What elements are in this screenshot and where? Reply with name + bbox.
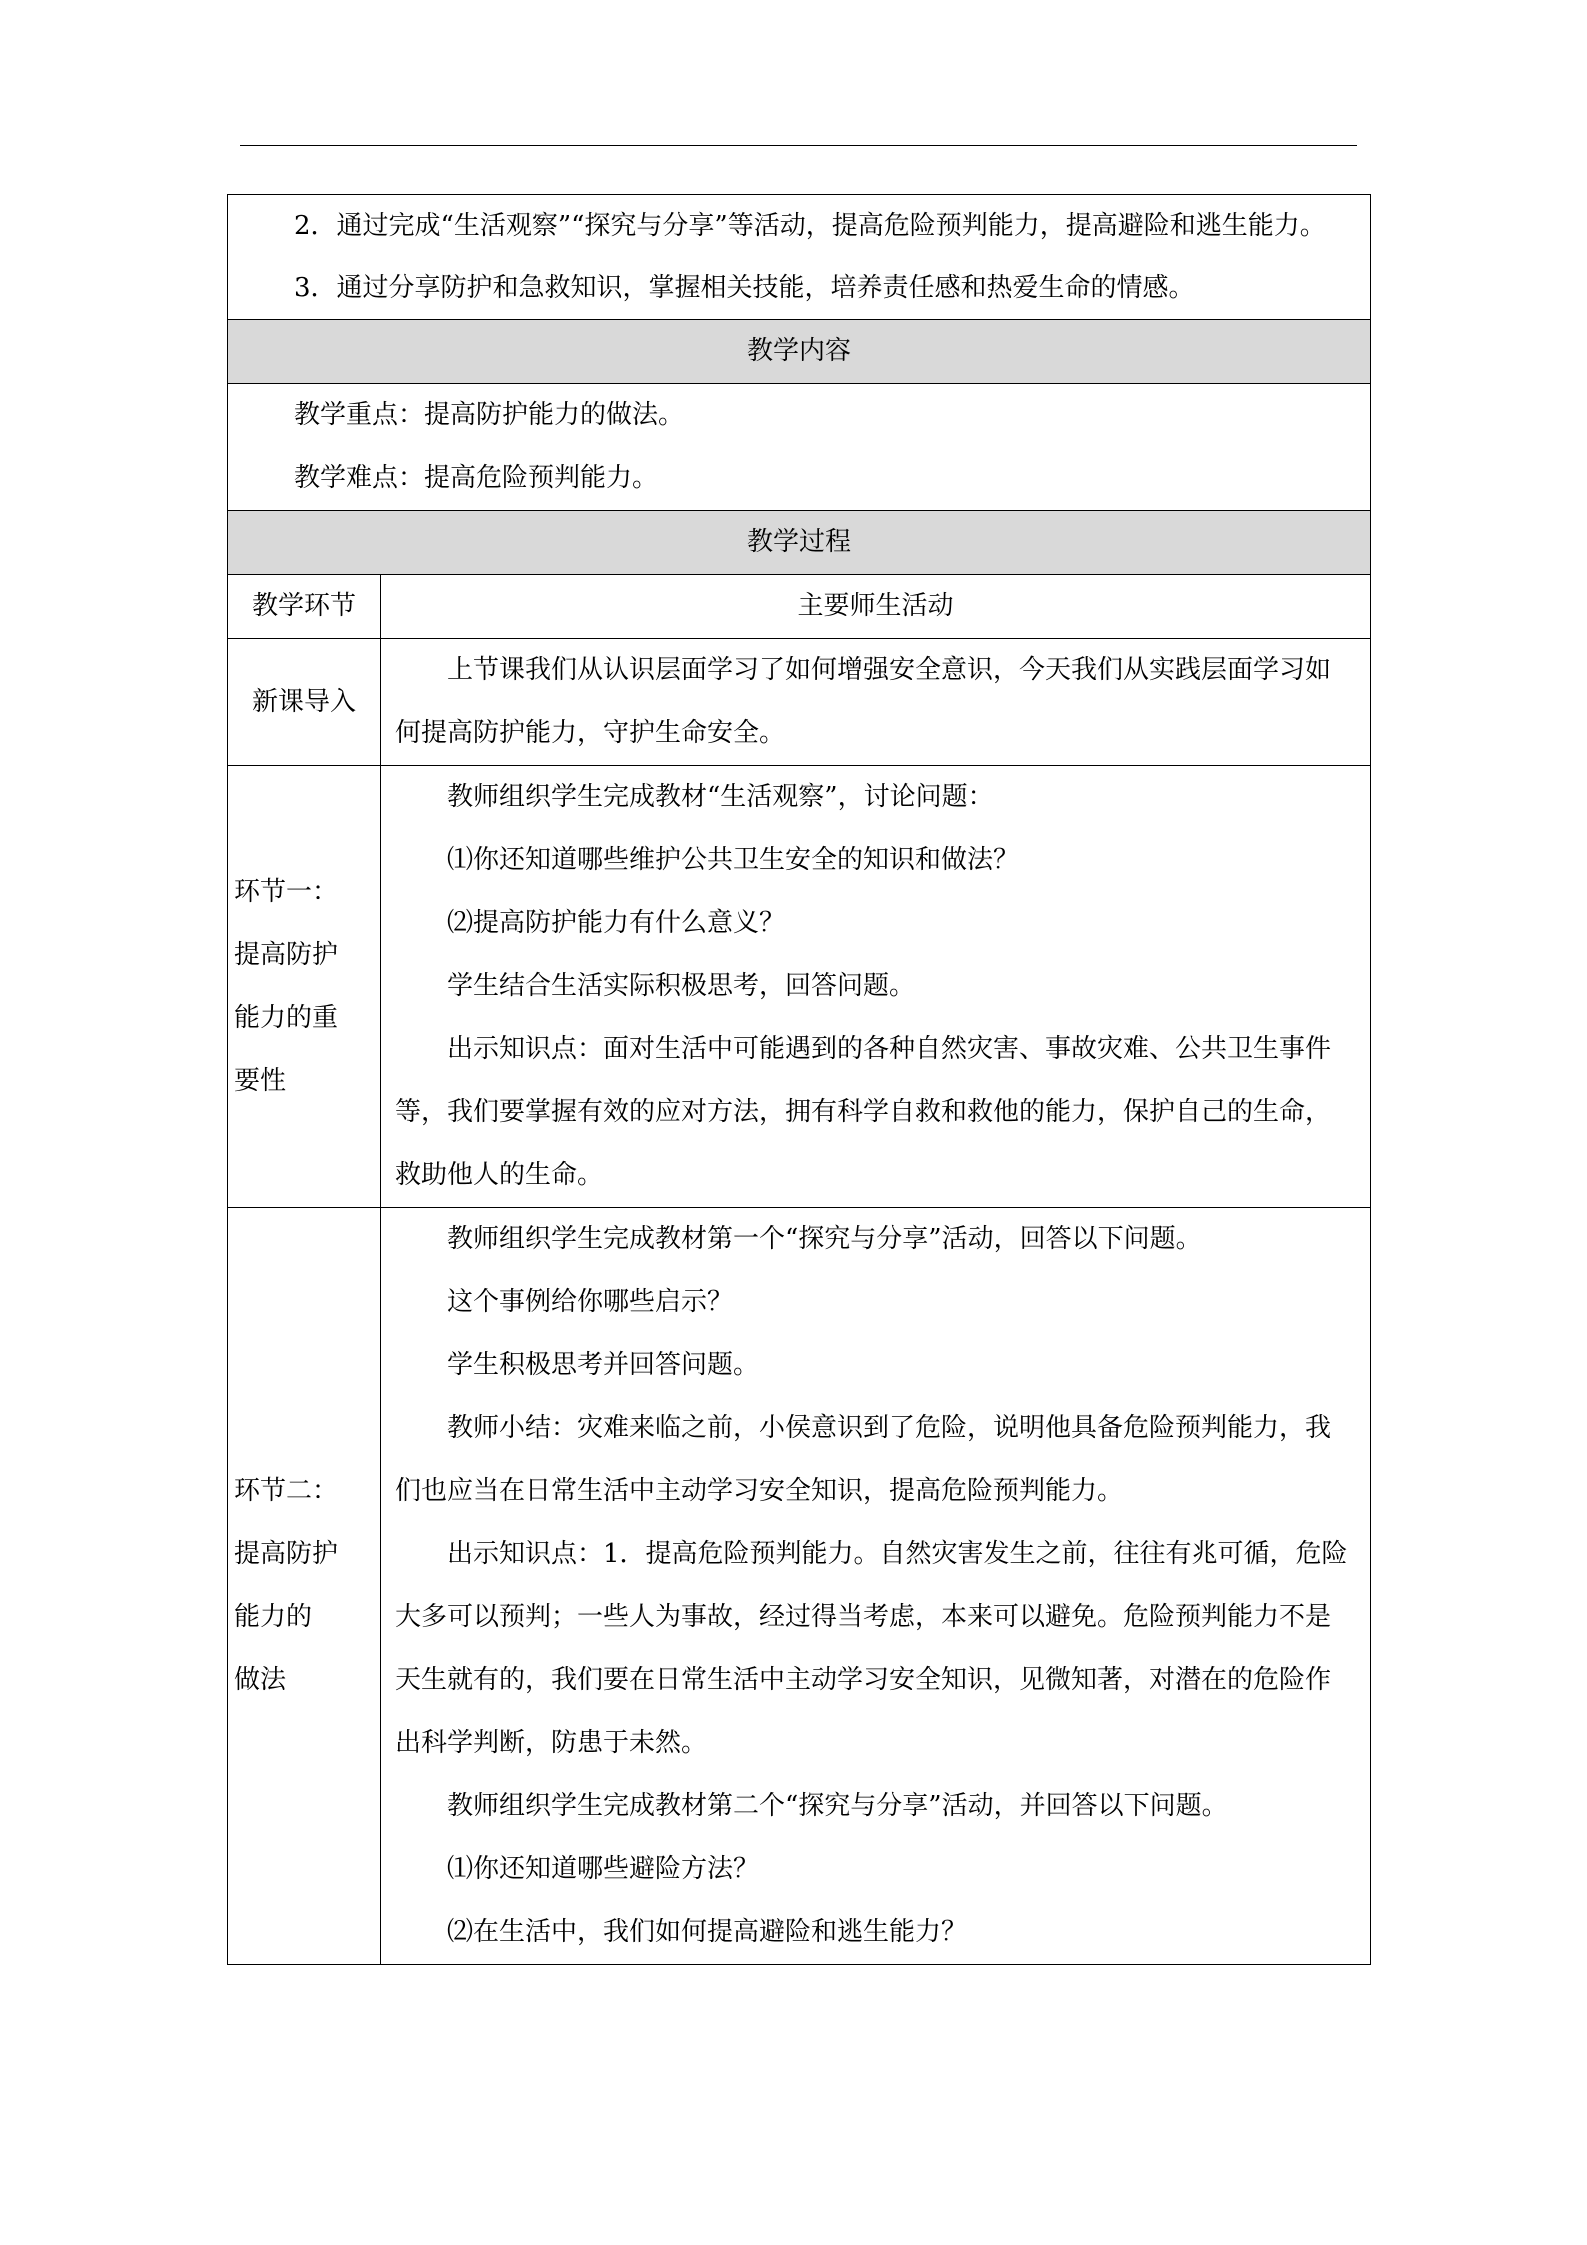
process-heading-row [228,511,1371,575]
activity-paragraph: 出示知识点：面对生活中可能遇到的各种自然灾害、事故灾难、公共卫生事件等，我们要掌握有效的应对方法，拥有科学自救和救他的能力，保护自己的生命，救助他人的生命。 [395,1034,1332,1190]
process-row-intro [228,639,1371,766]
stage-1 [228,766,381,1208]
activity-paragraph: 教师组织学生完成教材第一个“探究与分享”活动，回答以下问题。 [447,1224,1202,1254]
activity-paragraph: ⑵提高防护能力有什么意义？ [447,908,786,938]
activity-paragraph: 学生结合生活实际积极思考，回答问题。 [447,971,916,1001]
process-columns-row [228,575,1371,639]
activity-paragraph: 上节课我们从认识层面学习了如何增强安全意识，今天我们从实践层面学习如何提高防护能力，守护生命安全。 [395,655,1332,748]
content-body-row [228,384,1371,511]
col-stage-header: 教学环节 [228,575,381,639]
activity-stage-1 [381,766,1371,1208]
stage-2-line: 提高防护 [234,1539,339,1569]
objectives-row [228,195,1371,320]
process-row-stage-2 [228,1208,1371,1965]
col-activity-header: 主要师生活动 [381,575,1371,639]
activity-paragraph: 这个事例给你哪些启示？ [447,1287,734,1317]
activity-intro [381,639,1371,766]
stage-1-line: 环节一： [234,876,339,907]
activity-paragraph: ⑴你还知道哪些避险方法？ [447,1854,760,1884]
activity-paragraph: 教师小结：灾难来临之前，小侯意识到了危险，说明他具备危险预判能力，我们也应当在日常生活中主动学习安全知识，提高危险预判能力。 [395,1413,1332,1506]
objective-3: 3．通过分享防护和急救知识，掌握相关技能，培养责任感和热爱生命的情感。 [294,273,1195,303]
objective-2: 2．通过完成“生活观察”“探究与分享”等活动，提高危险预判能力，提高避险和逃生能力。 [294,211,1326,241]
stage-2-line: 做法 [234,1665,287,1695]
stage-1-line: 提高防护 [234,939,339,970]
activity-paragraph: ⑴你还知道哪些维护公共卫生安全的知识和做法？ [447,845,1020,875]
activity-paragraph: 学生积极思考并回答问题。 [447,1350,760,1380]
lesson-plan-table [227,194,1371,1965]
activity-paragraph: 教师组织学生完成教材第二个“探究与分享”活动，并回答以下问题。 [447,1791,1228,1821]
activity-paragraph: 出示知识点：1．提高危险预判能力。自然灾害发生之前，往往有兆可循，危险大多可以预判；一些人为事故，经过得当考虑，本来可以避免。危险预判能力不是天生就有的，我们要在日常生活中主动学习安全知识，见微知著，对潜在的危险作出科学判断，防患于未然。 [395,1539,1348,1758]
content-heading: 教学内容 [228,320,1371,384]
header-rule [240,145,1357,146]
stage-2-line: 环节二： [234,1476,339,1506]
process-row-stage-1 [228,766,1371,1208]
stage-2-line: 能力的 [234,1602,313,1632]
process-heading: 教学过程 [228,511,1371,575]
content-heading-row [228,320,1371,384]
difficult-point: 教学难点：提高危险预判能力。 [294,463,659,493]
stage-intro [228,639,381,766]
activity-stage-2 [381,1208,1371,1965]
activity-paragraph: ⑵在生活中，我们如何提高避险和逃生能力？ [447,1917,968,1947]
key-point: 教学重点：提高防护能力的做法。 [294,400,685,430]
activity-paragraph: 教师组织学生完成教材“生活观察”，讨论问题： [447,782,994,812]
stage-intro-label: 新课导入 [251,686,356,717]
stage-1-line: 能力的重 [234,1002,339,1033]
stage-1-line: 要性 [234,1065,287,1096]
stage-2 [228,1208,381,1965]
